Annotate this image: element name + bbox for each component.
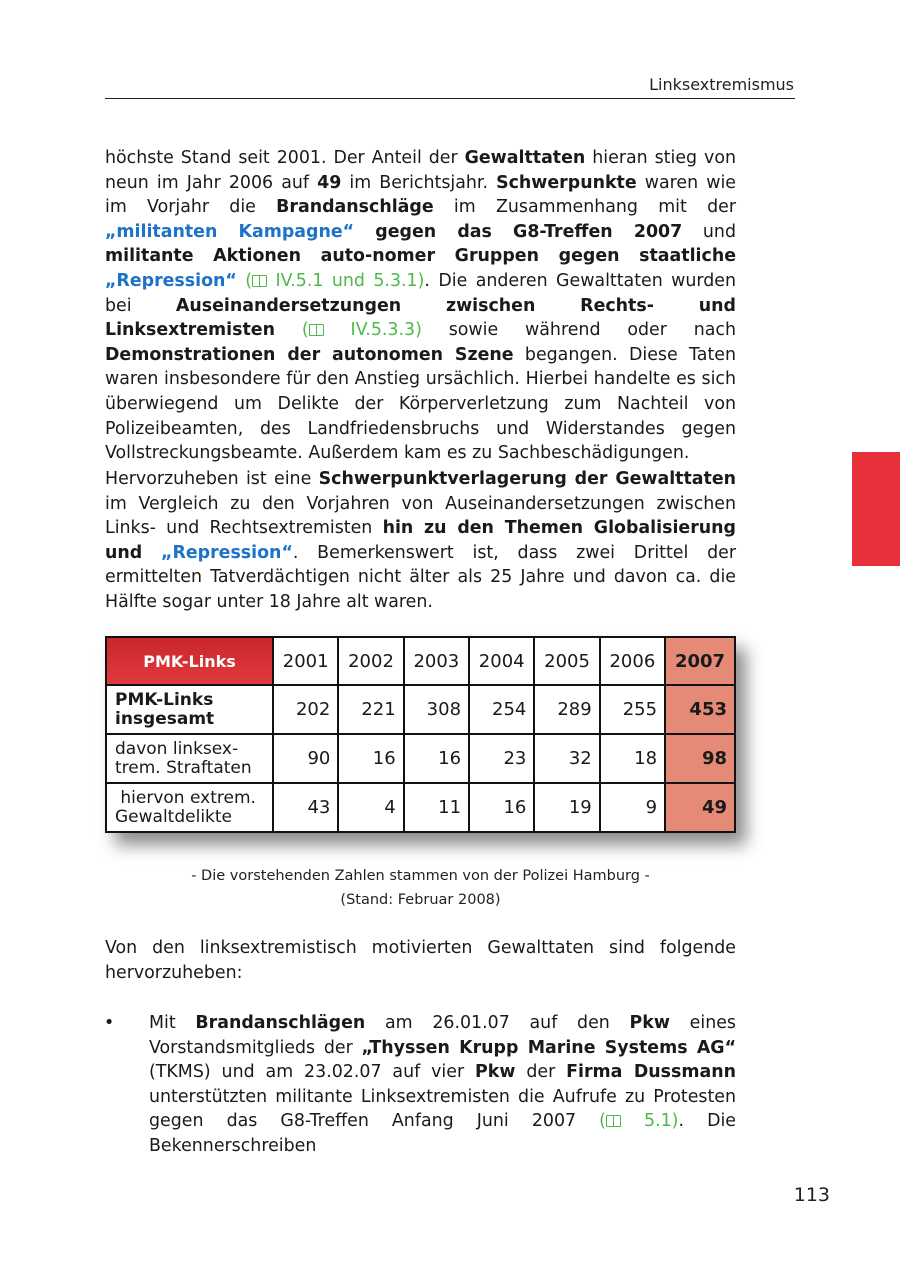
table-cell: 254	[469, 685, 534, 734]
table-source-note: - Die vorstehenden Zahlen stammen von der Polizei Hamburg -	[191, 868, 650, 884]
paragraph-2: Hervorzuheben ist eine Schwerpunktverlagerung der Gewalttaten im Vergleich zu den Vorjahren von Auseinandersetzungen zwischen Links- und Rechtsextremisten hin zu den Themen Globalisierung und „Repression“. Bemerkenswert ist, dass zwei Drittel der ermittelten Tatverdächtigen nicht älter als 25 Jahre und davon ca. die Hälfte sogar unter 18 Jahre alt waren.	[105, 469, 737, 612]
section-tab-marker	[852, 452, 900, 566]
table-cell: 19	[534, 783, 599, 832]
table-cell: 289	[534, 685, 599, 734]
paragraph-1: höchste Stand seit 2001. Der Anteil der Gewalttaten hieran stieg von neun im Jahr 2006 auf 49 im Berichtsjahr. Schwerpunkte waren wie im Vorjahr die Brandanschläge im Zusammenhang mit der „militanten Kampagne“ gegen das G8-Treffen 2007 und militante Aktionen auto-nomer Gruppen gegen staatliche „Repression“ ( IV.5.1 und 5.3.1). Die anderen Gewalttaten wurden bei Auseinandersetzungen zwischen Rechts- und Linksextremisten ( IV.5.3.3) sowie während oder nach Demonstrationen der autonomen Szene begangen. Diese Taten waren insbesondere für den Anstieg ursächlich. Hierbei handelte es sich überwiegend um Delikte der Körperverletzung zum Nachteil von Polizeibeamten, des Landfriedensbruchs und Widerstandes gegen Vollstreckungsbeamte. Außerdem kam es zu Sachbeschädigungen.	[105, 148, 737, 464]
year-header: 2001	[273, 637, 338, 685]
bullet-marker: •	[104, 1013, 115, 1033]
statistics-table	[105, 636, 736, 833]
table-cell: 90	[273, 734, 338, 783]
year-header: 2002	[338, 637, 403, 685]
cross-reference[interactable]: ( IV.5.1 und 5.3.1)	[245, 270, 425, 291]
table-cell: 16	[404, 734, 469, 783]
table-cell-highlight: 453	[665, 685, 735, 734]
cross-reference[interactable]: ( IV.5.3.3)	[301, 320, 422, 341]
bullet-item: Mit Brandanschlägen am 26.01.07 auf den Pkw eines Vorstandsmitglieds der „Thyssen Krupp Marine Systems AG“ (TKMS) und am 23.02.07 auf vier Pkw der Firma Dussmann unterstützten militante Linksextremisten die Aufrufe zu Protesten gegen das G8-Treffen Anfang Juni 2007 ( 5.1). Die Bekennerschreiben	[149, 1013, 736, 1156]
table-cell-highlight: 98	[665, 734, 735, 783]
table-cell: 11	[404, 783, 469, 832]
year-header: 2004	[469, 637, 534, 685]
table-cell: 16	[338, 734, 403, 783]
running-header: Linksextremismus	[649, 75, 794, 94]
book-icon	[606, 1115, 621, 1127]
table-cell: 221	[338, 685, 403, 734]
table-cell: 4	[338, 783, 403, 832]
table-cell-highlight: 49	[665, 783, 735, 832]
table-cell: 23	[469, 734, 534, 783]
year-header-highlight: 2007	[665, 637, 735, 685]
year-header: 2003	[404, 637, 469, 685]
row-label: hiervon extrem. Gewaltdelikte	[106, 783, 273, 832]
table-row	[106, 685, 735, 734]
term-link[interactable]: „Repression“	[105, 270, 237, 291]
row-label: PMK-Links insgesamt	[106, 685, 273, 734]
table-cell: 32	[534, 734, 599, 783]
cross-reference[interactable]: ( 5.1)	[599, 1111, 679, 1132]
paragraph-3: Von den linksextremistisch motivierten Gewalttaten sind folgende hervorzuheben:	[105, 938, 736, 983]
table-header-row	[106, 637, 735, 685]
book-icon	[252, 275, 267, 287]
year-header: 2005	[534, 637, 599, 685]
table-source-date: (Stand: Februar 2008)	[340, 892, 501, 908]
page-number: 113	[793, 1184, 830, 1206]
row-label: davon linksex- trem. Straftaten	[106, 734, 273, 783]
book-icon	[309, 324, 324, 336]
table-cell: 255	[600, 685, 665, 734]
table-cell: 16	[469, 783, 534, 832]
table-cell: 308	[404, 685, 469, 734]
table-cell: 202	[273, 685, 338, 734]
table-cell: 9	[600, 783, 665, 832]
term-link[interactable]: „Repression“	[161, 542, 293, 563]
table-corner-label: PMK-Links	[106, 637, 273, 685]
table-row	[106, 783, 735, 832]
table-cell: 18	[600, 734, 665, 783]
table-row	[106, 734, 735, 783]
table-cell: 43	[273, 783, 338, 832]
term-link[interactable]: „militanten Kampagne“	[105, 221, 355, 242]
header-rule	[105, 98, 795, 99]
year-header: 2006	[600, 637, 665, 685]
